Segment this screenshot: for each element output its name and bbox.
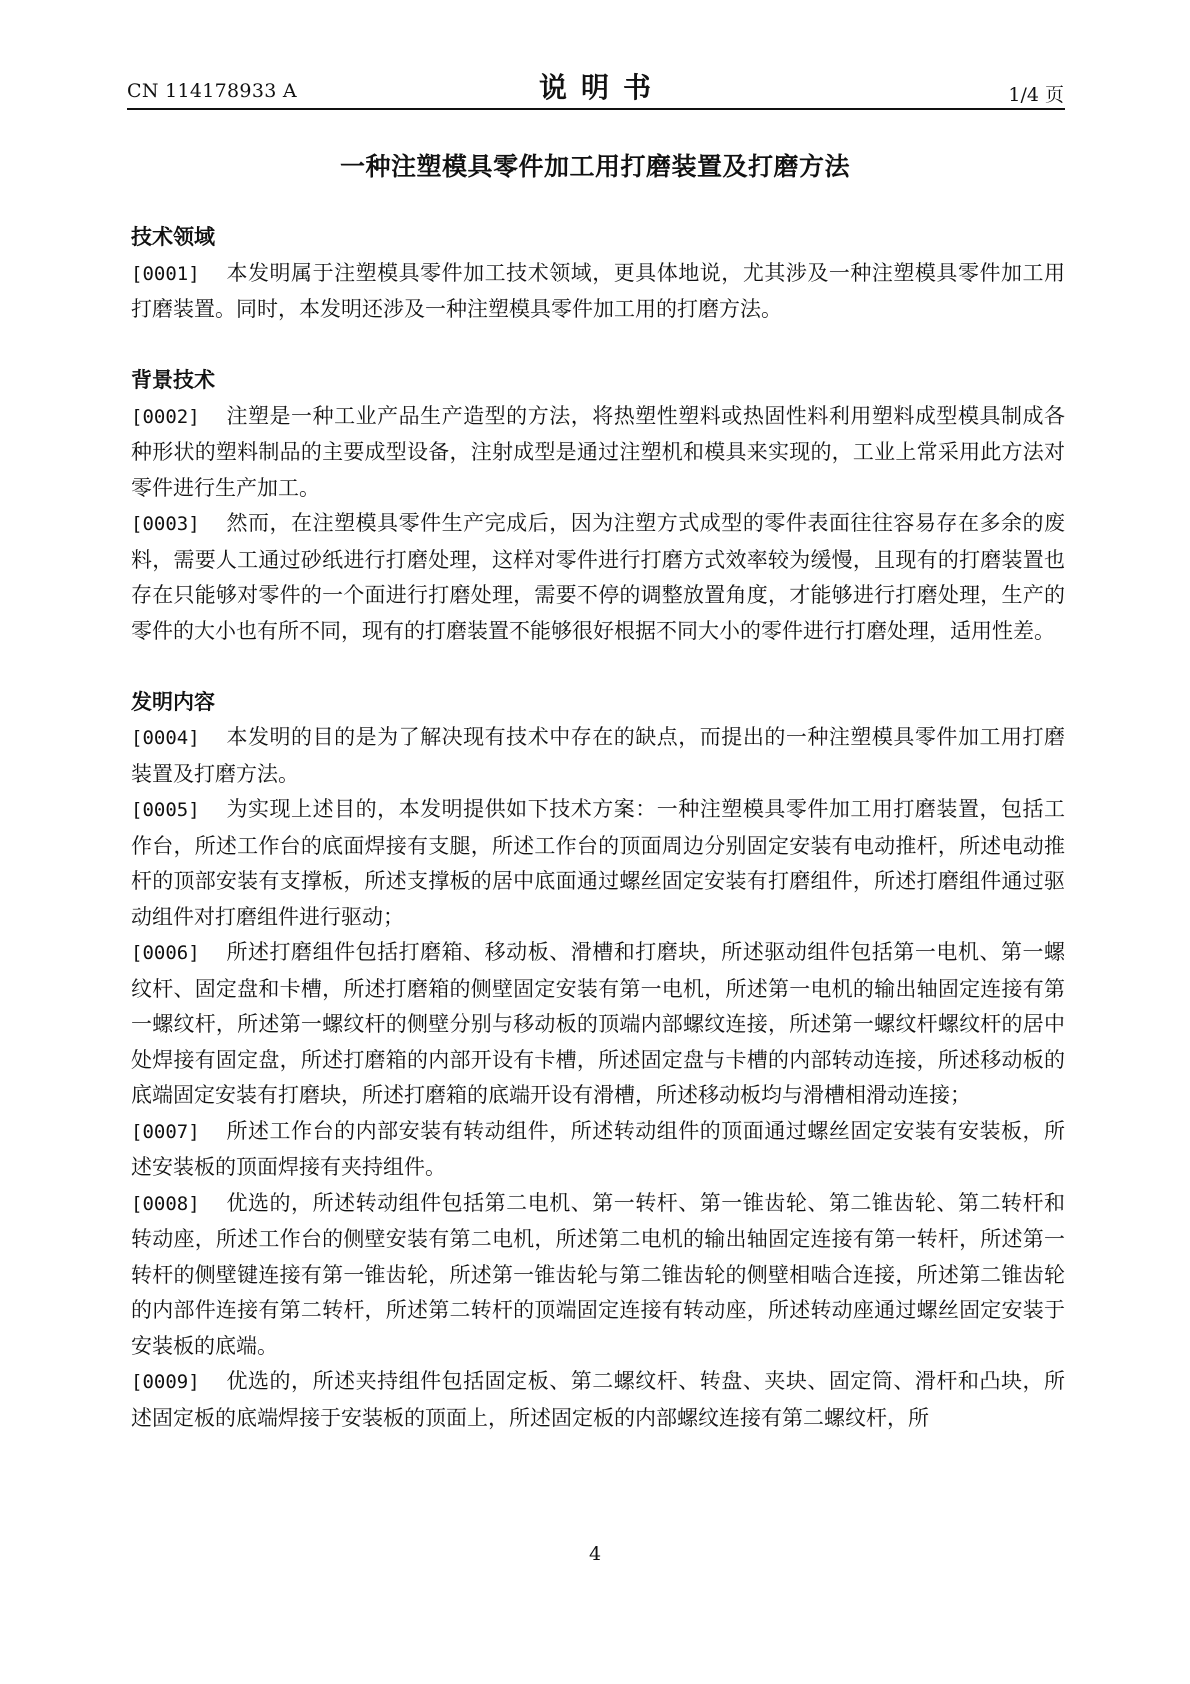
- header-rule: [127, 108, 1065, 110]
- section-technical-field: [131, 220, 1065, 328]
- document-body: [131, 220, 1065, 1436]
- paragraph-number: [0009]: [131, 1371, 200, 1393]
- page-of-indicator: 1/4 页: [1008, 84, 1064, 106]
- paragraph: [131, 1364, 1065, 1436]
- paragraph-number: [0001]: [131, 262, 200, 285]
- paragraph-number: [0004]: [131, 727, 200, 749]
- paragraph-text: 本发明属于注塑模具零件加工技术领域，更具体地说，尤其涉及一种注塑模具零件加工用打磨装置。同时，本发明还涉及一种注塑模具零件加工用的打磨方法。: [131, 260, 1065, 321]
- paragraph-number: [0002]: [131, 405, 200, 428]
- paragraph-text: 所述工作台的内部安装有转动组件，所述转动组件的顶面通过螺丝固定安装有安装板，所述安装板的顶面焊接有夹持组件。: [131, 1118, 1065, 1179]
- paragraph-number: [0005]: [131, 799, 200, 821]
- section-background: [131, 363, 1065, 649]
- paragraph: [131, 399, 1065, 507]
- publication-number: CN 114178933 A: [127, 80, 297, 102]
- paragraph-number: [0003]: [131, 513, 200, 535]
- paragraph-number: [0008]: [131, 1192, 200, 1215]
- paragraph-text: 然而，在注塑模具零件生产完成后，因为注塑方式成型的零件表面往往容易存在多余的废料，需要人工通过砂纸进行打磨处理，这样对零件进行打磨方式效率较为缓慢，且现有的打磨装置也存在只能够对零件的一个面进行打磨处理，需要不停的调整放置角度，才能够进行打磨处理，生产的零件的大小也有所不同，现有的打磨装置不能够很好根据不同大小的零件进行打磨处理，适用性差。: [131, 511, 1065, 643]
- paragraph-text: 为实现上述目的，本发明提供如下技术方案：一种注塑模具零件加工用打磨装置，包括工作台，所述工作台的底面焊接有支腿，所述工作台的顶面周边分别固定安装有电动推杆，所述电动推杆的顶部安装有支撑板，所述支撑板的居中底面通过螺丝固定安装有打磨组件，所述打磨组件通过驱动组件对打磨组件进行驱动；: [131, 797, 1065, 929]
- paragraph: [131, 1114, 1065, 1186]
- section-heading: 技术领域: [131, 225, 215, 249]
- paragraph-text: 注塑是一种工业产品生产造型的方法，将热塑性塑料或热固性料利用塑料成型模具制成各种形状的塑料制品的主要成型设备，注射成型是通过注塑机和模具来实现的，工业上常采用此方法对零件进行生产加工。: [131, 403, 1065, 500]
- section-summary: [131, 685, 1065, 1437]
- paragraph: [131, 792, 1065, 935]
- section-heading: 背景技术: [131, 368, 215, 392]
- paragraph: [131, 720, 1065, 792]
- page-number: 4: [588, 1543, 602, 1565]
- paragraph: [131, 506, 1065, 649]
- paragraph-text: 优选的，所述转动组件包括第二电机、第一转杆、第一锥齿轮、第二锥齿轮、第二转杆和转动座，所述工作台的侧壁安装有第二电机，所述第二电机的输出轴固定连接有第一转杆，所述第一转杆的侧壁键连接有第一锥齿轮，所述第一锥齿轮与第二锥齿轮的侧壁相啮合连接，所述第二锥齿轮的内部件连接有第二转杆，所述第二转杆的顶端固定连接有转动座，所述转动座通过螺丝固定安装于安装板的底端。: [131, 1190, 1065, 1358]
- paragraph-text: 优选的，所述夹持组件包括固定板、第二螺纹杆、转盘、夹块、固定筒、滑杆和凸块，所述固定板的底端焊接于安装板的顶面上，所述固定板的内部螺纹连接有第二螺纹杆，所: [131, 1369, 1065, 1430]
- paragraph-text: 本发明的目的是为了解决现有技术中存在的缺点，而提出的一种注塑模具零件加工用打磨装置及打磨方法。: [131, 725, 1065, 786]
- paragraph: [131, 1186, 1065, 1365]
- paragraph: [131, 256, 1065, 328]
- document-type: 说明书: [538, 71, 665, 104]
- section-heading: 发明内容: [131, 689, 215, 714]
- paragraph-number: [0007]: [131, 1120, 200, 1143]
- paragraph-text: 所述打磨组件包括打磨箱、移动板、滑槽和打磨块，所述驱动组件包括第一电机、第一螺纹杆、固定盘和卡槽，所述打磨箱的侧壁固定安装有第一电机，所述第一电机的输出轴固定连接有第一螺纹杆，所述第一螺纹杆的侧壁分别与移动板的顶端内部螺纹连接，所述第一螺纹杆螺纹杆的居中处焊接有固定盘，所述打磨箱的内部开设有卡槽，所述固定盘与卡槽的内部转动连接，所述移动板的底端固定安装有打磨块，所述打磨箱的底端开设有滑槽，所述移动板均与滑槽相滑动连接；: [131, 940, 1065, 1107]
- paragraph: [131, 935, 1065, 1114]
- document-title: 一种注塑模具零件加工用打磨装置及打磨方法: [339, 152, 850, 181]
- paragraph-number: [0006]: [131, 942, 200, 964]
